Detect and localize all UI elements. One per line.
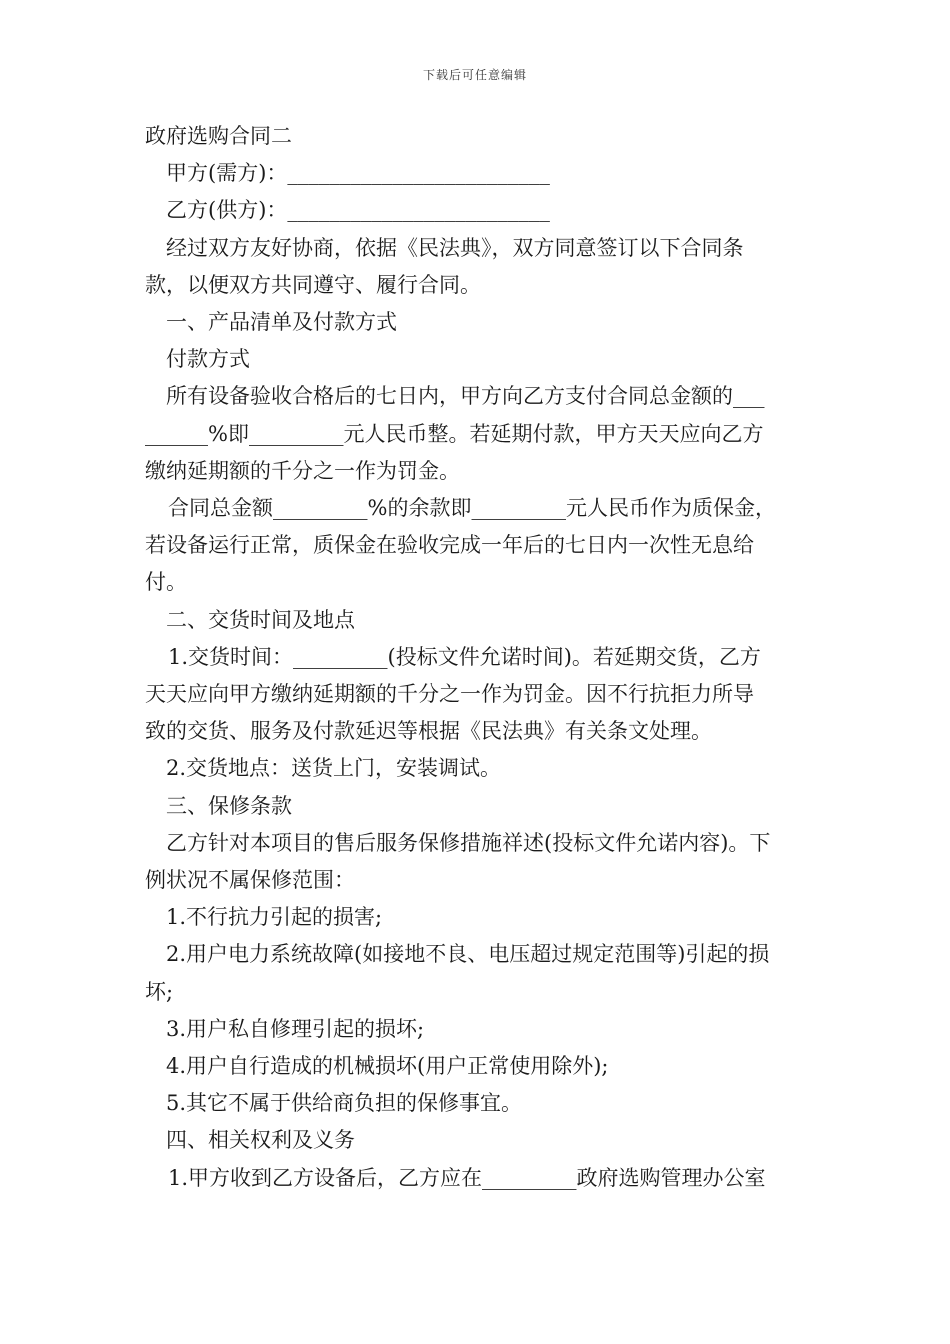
section-heading: 四、相关权利及义务	[166, 1128, 355, 1153]
paragraph-line: 乙方针对本项目的售后服务保修措施祥述(投标文件允诺内容)。下	[166, 830, 771, 855]
party-a-line: 甲方(需方)：_________________________	[166, 161, 550, 186]
list-item: 5.其它不属于供给商负担的保修事宜。	[166, 1091, 523, 1116]
section-heading: 一、产品清单及付款方式	[166, 310, 397, 335]
list-item: 2.交货地点：送货上门，安装调试。	[166, 756, 502, 781]
subheading: 付款方式	[166, 347, 250, 372]
paragraph-line: 若设备运行正常，质保金在验收完成一年后的七日内一次性无息给	[145, 533, 754, 558]
list-item: 1.甲方收到乙方设备后，乙方应在_________政府选购管理办公室	[168, 1165, 766, 1190]
paragraph-line: 例状况不属保修范围：	[145, 868, 355, 893]
list-item: 4.用户自行造成的机械损坏(用户正常使用除外);	[166, 1054, 609, 1079]
section-heading: 三、保修条款	[166, 793, 292, 818]
party-b-line: 乙方(供方)：_________________________	[166, 198, 550, 223]
paragraph-line: 款，以便双方共同遵守、履行合同。	[145, 272, 481, 297]
paragraph-line: ______%即_________元人民币整。若延期付款，甲方天天应向乙方	[145, 421, 764, 446]
paragraph-line: 缴纳延期额的千分之一作为罚金。	[145, 458, 460, 483]
document-title: 政府选购合同二	[145, 124, 292, 148]
section-heading: 二、交货时间及地点	[166, 607, 355, 632]
list-item: 1.交货时间：_________(投标文件允诺时间)。若延期交货，乙方	[168, 644, 761, 669]
paragraph-line: 致的交货、服务及付款延迟等根据《民法典》有关条文处理。	[145, 719, 712, 744]
header-note: 下载后可任意编辑	[422, 68, 527, 82]
list-item: 2.用户电力系统故障(如接地不良、电压超过规定范围等)引起的损	[166, 942, 770, 967]
paragraph-line: 合同总金额_________%的余款即_________元人民币作为质保金，	[168, 496, 776, 521]
list-item: 3.用户私自修理引起的损坏;	[166, 1016, 425, 1041]
paragraph-line: 付。	[145, 570, 187, 595]
paragraph-line: 坏;	[145, 979, 174, 1004]
paragraph-line: 经过双方友好协商，依据《民法典》，双方同意签订以下合同条	[166, 235, 744, 260]
paragraph-line: 天天应向甲方缴纳延期额的千分之一作为罚金。因不行抗拒力所导	[145, 682, 754, 707]
paragraph-line: 所有设备验收合格后的七日内，甲方向乙方支付合同总金额的___	[166, 384, 765, 409]
document-body	[145, 118, 810, 1197]
list-item: 1.不行抗力引起的损害;	[166, 905, 383, 930]
